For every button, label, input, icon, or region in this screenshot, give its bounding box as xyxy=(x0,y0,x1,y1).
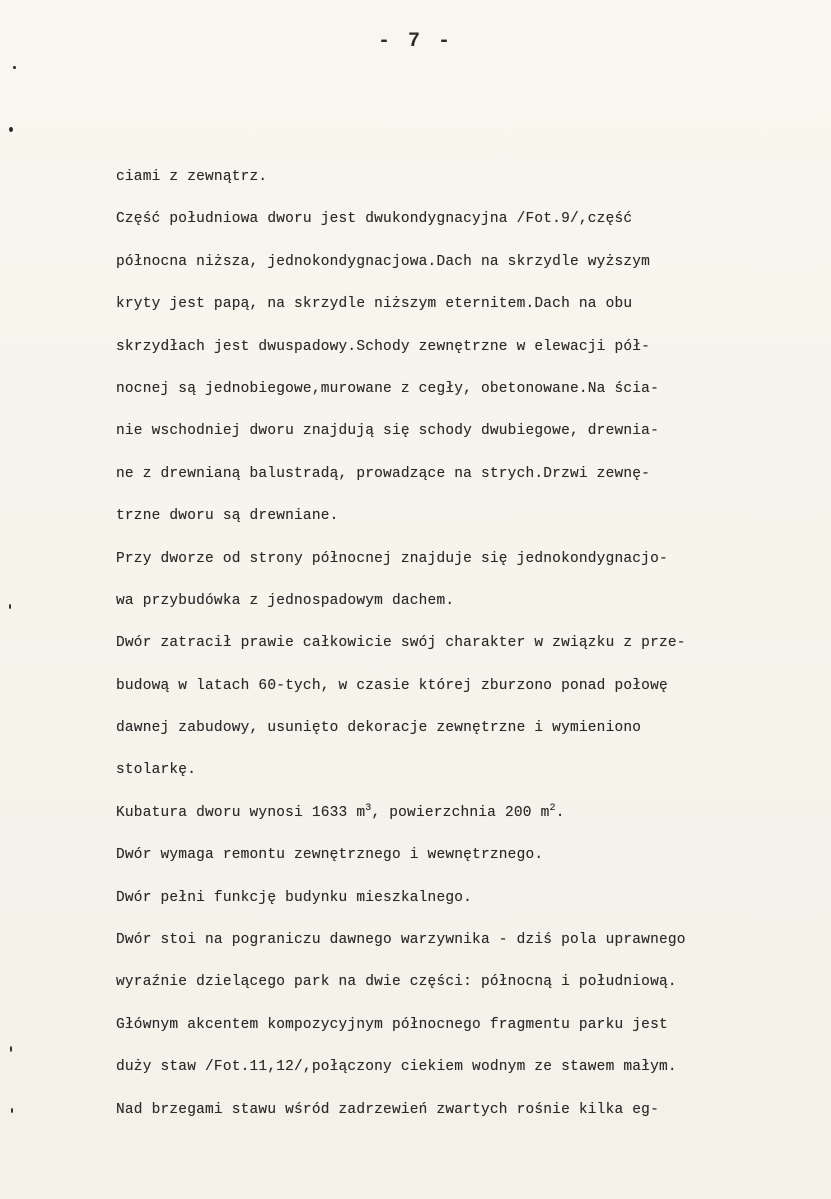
text-line: stolarkę. xyxy=(116,762,197,779)
text-line: kryty jest papą, na skrzydle niższym eternitem.Dach na obu xyxy=(116,296,633,313)
body-text xyxy=(116,156,816,1131)
cubature-suffix: . xyxy=(555,804,565,821)
text-line: Głównym akcentem kompozycyjnym północnego fragmentu parku jest xyxy=(116,1016,668,1033)
text-line: Dwór wymaga remontu zewnętrznego i wewnętrznego. xyxy=(116,847,544,864)
text-line: skrzydłach jest dwuspadowy.Schody zewnętrzne w elewacji pół- xyxy=(116,338,651,355)
text-line: północna niższa, jednokondygnacjowa.Dach na skrzydle wyższym xyxy=(116,253,651,270)
text-line: nie wschodniej dworu znajdują się schody dwubiegowe, drewnia- xyxy=(116,423,659,440)
text-line: Nad brzegami stawu wśród zadrzewień zwartych rośnie kilka eg- xyxy=(116,1101,659,1118)
area-exponent: 2 xyxy=(549,802,556,814)
text-line: Dwór stoi na pograniczu dawnego warzywnika - dziś pola uprawnego xyxy=(116,932,686,949)
text-line: wyraźnie dzielącego park na dwie części: północną i południową. xyxy=(116,974,677,991)
text-line: wa przybudówka z jednospadowym dachem. xyxy=(116,592,455,609)
text-line: nocnej są jednobiegowe,murowane z cegły, obetonowane.Na ścia- xyxy=(116,380,659,397)
page-number: - 7 - xyxy=(377,30,453,53)
text-line: duży staw /Fot.11,12/,połączony ciekiem wodnym ze stawem małym. xyxy=(116,1059,677,1076)
text-line: dawnej zabudowy, usunięto dekoracje zewnętrzne i wymieniono xyxy=(116,720,642,737)
margin-mark xyxy=(9,127,13,132)
margin-mark xyxy=(9,604,11,609)
cubature-prefix: Kubatura dworu wynosi 1633 m xyxy=(116,804,366,821)
cubature-line xyxy=(116,792,816,834)
text-line: ciami z zewnątrz. xyxy=(116,169,268,185)
text-line: Dwór zatracił prawie całkowicie swój charakter w związku z prze- xyxy=(116,635,686,652)
text-line: Dwór pełni funkcję budynku mieszkalnego. xyxy=(116,889,473,906)
margin-mark xyxy=(11,1108,13,1113)
text-line: Przy dworze od strony północnej znajduje się jednokondygnacjo- xyxy=(116,550,668,567)
margin-mark xyxy=(13,66,16,69)
text-line: trzne dworu są drewniane. xyxy=(116,508,339,525)
margin-mark xyxy=(10,1046,12,1052)
area-text: , powierzchnia 200 m xyxy=(371,804,550,821)
text-line: Część południowa dworu jest dwukondygnacyjna /Fot.9/,część xyxy=(116,211,633,228)
cubature-exponent: 3 xyxy=(365,802,372,814)
text-line: ne z drewnianą balustradą, prowadzące na strych.Drzwi zewnę- xyxy=(116,465,651,482)
text-line: budową w latach 60-tych, w czasie której zburzono ponad połowę xyxy=(116,677,668,694)
